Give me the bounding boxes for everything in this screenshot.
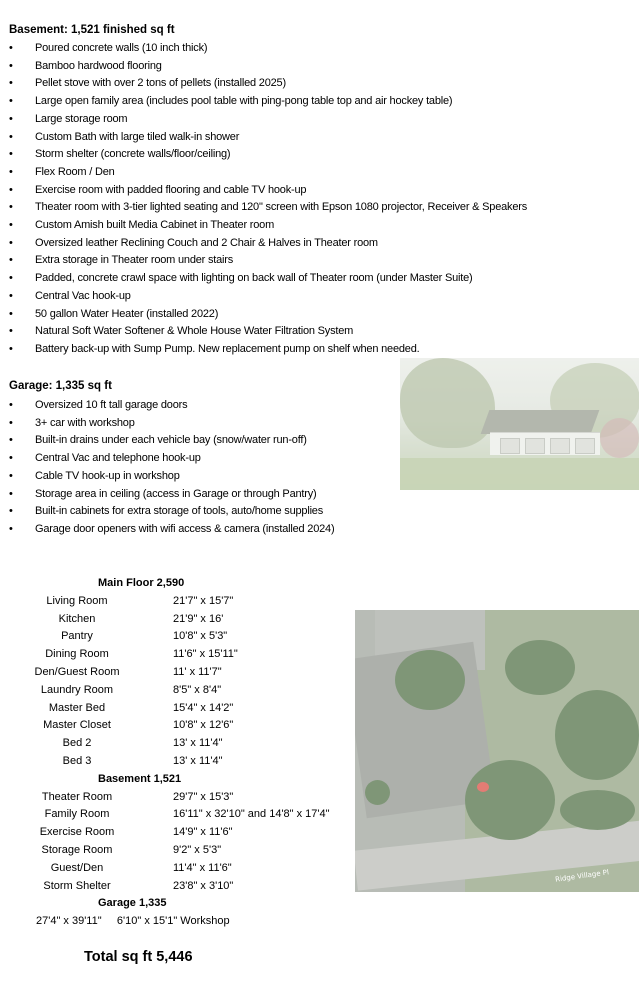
list-item xyxy=(9,486,334,504)
garage-feature-list xyxy=(9,397,334,539)
room-dimension: 10'8" x 12'6" xyxy=(173,719,234,732)
bullet-icon: • xyxy=(9,272,13,285)
list-item-text: Large open family area (includes pool table with ping-pong table top and air hockey table) xyxy=(35,95,453,108)
room-dimension: 13' x 11'4" xyxy=(173,737,223,750)
table-row xyxy=(12,593,352,611)
main-floor-heading: Main Floor 2,590 xyxy=(98,577,185,589)
room-dimensions-table xyxy=(12,575,352,931)
table-row xyxy=(12,628,352,646)
room-name: Theater Room xyxy=(41,790,113,803)
list-item xyxy=(9,164,527,182)
list-item-text: Central Vac hook-up xyxy=(35,289,131,302)
list-item-text: Oversized 10 ft tall garage doors xyxy=(35,399,188,411)
list-item xyxy=(9,129,527,147)
room-name: Bed 2 xyxy=(62,737,92,750)
bullet-icon: • xyxy=(9,77,13,90)
bullet-icon: • xyxy=(9,59,13,72)
list-item-text: Storm shelter (concrete walls/floor/ceiling) xyxy=(35,148,231,161)
list-item-text: Exercise room with padded flooring and cable TV hook-up xyxy=(35,183,307,196)
bullet-icon: • xyxy=(9,42,13,54)
table-row xyxy=(12,860,352,878)
list-item xyxy=(9,323,527,341)
bullet-icon: • xyxy=(9,95,13,108)
bullet-icon: • xyxy=(9,183,13,196)
bullet-icon: • xyxy=(9,289,13,302)
bullet-icon: • xyxy=(9,325,13,338)
room-name: Storm Shelter xyxy=(43,879,111,892)
table-row xyxy=(12,824,352,842)
list-item xyxy=(9,341,527,359)
list-item-text: Central Vac and telephone hook-up xyxy=(35,452,201,465)
room-name: Laundry Room xyxy=(40,683,114,696)
bullet-icon: • xyxy=(9,165,13,178)
room-dimension: 11'6" x 15'11" xyxy=(173,648,238,661)
table-row xyxy=(12,646,352,664)
list-item-text: Bamboo hardwood flooring xyxy=(35,59,162,72)
room-dimension: 23'8" x 3'10" xyxy=(173,879,234,892)
table-row xyxy=(12,682,352,700)
list-item xyxy=(9,468,334,486)
room-dimension: 9'2" x 5'3" xyxy=(173,843,222,856)
list-item-text: Flex Room / Den xyxy=(35,165,115,178)
list-item-text: Large storage room xyxy=(35,112,128,125)
table-row xyxy=(12,878,352,896)
room-dimension: 11' x 11'7" xyxy=(173,665,222,678)
room-dimension: 29'7" x 15'3" xyxy=(173,790,234,803)
basement-heading: Basement 1,521 xyxy=(98,772,182,785)
room-name: Master Bed xyxy=(48,701,106,714)
list-item-text: Garage door openers with wifi access & camera (installed 2024) xyxy=(35,522,335,535)
room-dimension: 8'5" x 8'4" xyxy=(173,683,222,696)
bullet-icon: • xyxy=(9,522,13,535)
bullet-icon: • xyxy=(9,487,13,500)
list-item xyxy=(9,111,527,129)
basement-title: Basement: 1,521 finished sq ft xyxy=(9,24,175,36)
list-item xyxy=(9,432,334,450)
garage-heading: Garage 1,335 xyxy=(98,897,167,910)
list-item xyxy=(9,288,527,306)
room-name: Living Room xyxy=(46,594,108,607)
list-item xyxy=(9,306,527,324)
room-name: Storage Room xyxy=(41,843,113,856)
list-item-text: Oversized leather Reclining Couch and 2 Chair & Halves in Theater room xyxy=(35,236,378,249)
list-item-text: Built-in cabinets for extra storage of tools, auto/home supplies xyxy=(35,505,324,518)
list-item-text: Built-in drains under each vehicle bay (snow/water run-off) xyxy=(35,434,307,447)
table-row xyxy=(12,806,352,824)
list-item xyxy=(9,58,527,76)
list-item xyxy=(9,270,527,288)
bullet-icon: • xyxy=(9,399,13,411)
bullet-icon: • xyxy=(9,434,13,447)
room-dimension: 13' x 11'4" xyxy=(173,754,223,767)
bullet-icon: • xyxy=(9,130,13,143)
list-item xyxy=(9,217,527,235)
room-name: Guest/Den xyxy=(50,861,104,874)
garage-dimensions: 27'4" x 39'11" 6'10" x 15'1" Workshop xyxy=(36,915,230,928)
room-dimension: 10'8" x 5'3" xyxy=(173,630,228,643)
list-item-text: Natural Soft Water Softener & Whole House Water Filtration System xyxy=(35,325,354,338)
list-item xyxy=(9,415,334,433)
list-item xyxy=(9,75,527,93)
table-row xyxy=(12,611,352,629)
table-row xyxy=(12,753,352,771)
list-item-text: Battery back-up with Sump Pump. New replacement pump on shelf when needed. xyxy=(35,342,420,355)
basement-feature-list xyxy=(9,40,527,359)
room-dimension: 15'4" x 14'2" xyxy=(173,701,234,714)
list-item-text: 50 gallon Water Heater (installed 2022) xyxy=(35,307,219,320)
list-item-text: Pellet stove with over 2 tons of pellets (installed 2025) xyxy=(35,77,286,90)
list-item xyxy=(9,40,527,58)
bullet-icon: • xyxy=(9,416,13,429)
table-row xyxy=(12,842,352,860)
list-item xyxy=(9,146,527,164)
list-item-text: Poured concrete walls (10 inch thick) xyxy=(35,42,208,54)
list-item-text: Custom Bath with large tiled walk-in shower xyxy=(35,130,240,143)
aerial-map-photo xyxy=(355,610,639,892)
list-item xyxy=(9,450,334,468)
list-item-text: Storage area in ceiling (access in Garage or through Pantry) xyxy=(35,487,317,500)
room-dimension: 21'7" x 15'7" xyxy=(173,594,234,607)
list-item xyxy=(9,397,334,415)
list-item xyxy=(9,182,527,200)
bullet-icon: • xyxy=(9,112,13,125)
list-item xyxy=(9,521,334,539)
list-item xyxy=(9,235,527,253)
room-name: Bed 3 xyxy=(62,754,92,767)
table-row xyxy=(12,789,352,807)
room-name: Exercise Room xyxy=(39,826,115,839)
table-row xyxy=(12,717,352,735)
bullet-icon: • xyxy=(9,201,13,214)
bullet-icon: • xyxy=(9,219,13,232)
bullet-icon: • xyxy=(9,148,13,161)
room-name: Dining Room xyxy=(45,648,109,661)
garage-title: Garage: 1,335 sq ft xyxy=(9,380,112,392)
list-item-text: 3+ car with workshop xyxy=(35,416,135,429)
list-item-text: Cable TV hook-up in workshop xyxy=(35,469,180,482)
room-name: Den/Guest Room xyxy=(34,665,120,678)
table-row xyxy=(12,700,352,718)
room-name: Kitchen xyxy=(58,612,96,625)
bullet-icon: • xyxy=(9,469,13,482)
bullet-icon: • xyxy=(9,236,13,249)
room-name: Family Room xyxy=(44,808,110,821)
room-name: Master Closet xyxy=(43,719,111,732)
list-item xyxy=(9,199,527,217)
room-dimension: 14'9" x 11'6" xyxy=(173,826,233,839)
map-marker-icon xyxy=(477,782,489,792)
bullet-icon: • xyxy=(9,452,13,465)
list-item xyxy=(9,93,527,111)
list-item-text: Padded, concrete crawl space with lighting on back wall of Theater room (under Master Suite) xyxy=(35,272,473,285)
room-dimension: 11'4" x 11'6" xyxy=(173,861,232,874)
list-item xyxy=(9,503,334,521)
room-dimension: 16'11" x 32'10" and 14'8" x 17'4" xyxy=(173,808,330,821)
total-square-footage: Total sq ft 5,446 xyxy=(84,949,193,965)
table-row xyxy=(12,735,352,753)
room-dimension: 21'9" x 16' xyxy=(173,612,224,625)
house-exterior-photo xyxy=(400,358,639,490)
table-row xyxy=(12,664,352,682)
list-item-text: Extra storage in Theater room under stairs xyxy=(35,254,234,267)
list-item-text: Theater room with 3-tier lighted seating and 120" screen with Epson 1080 projector, Receiver & Speakers xyxy=(35,201,528,214)
room-name: Pantry xyxy=(61,630,93,643)
bullet-icon: • xyxy=(9,505,13,518)
list-item-text: Custom Amish built Media Cabinet in Theater room xyxy=(35,219,275,232)
street-label: Ridge Village Pl xyxy=(554,868,610,884)
bullet-icon: • xyxy=(9,342,13,355)
bullet-icon: • xyxy=(9,254,13,267)
list-item xyxy=(9,252,527,270)
bullet-icon: • xyxy=(9,307,13,320)
